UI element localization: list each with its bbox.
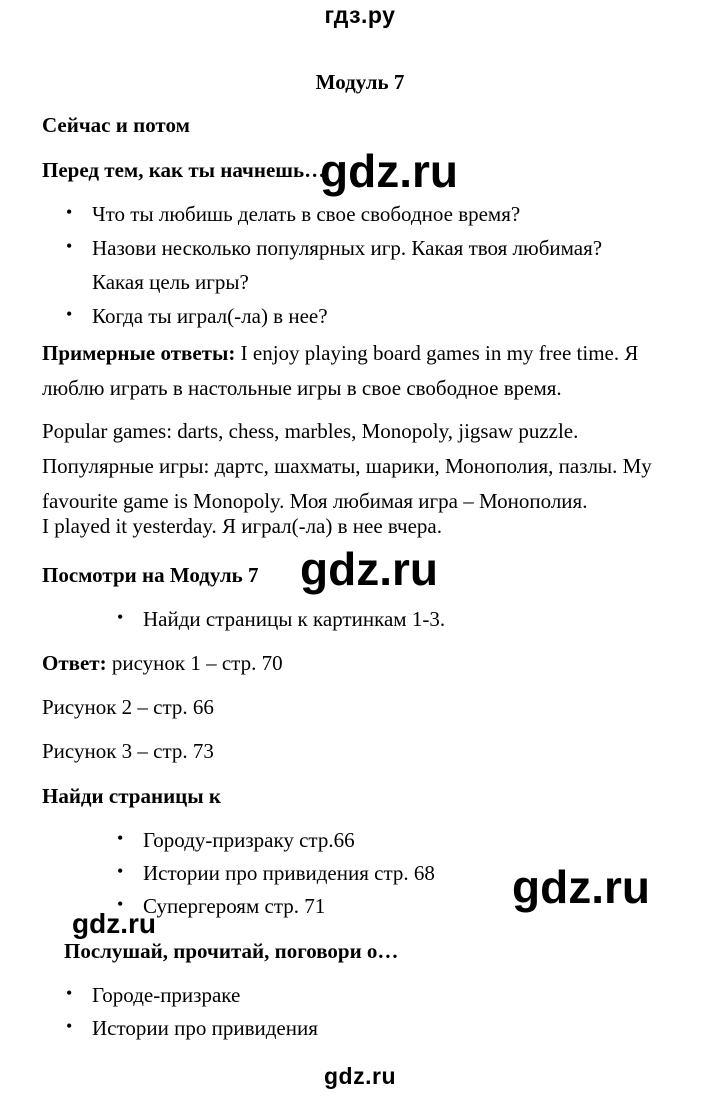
look-module-list (143, 607, 445, 632)
list-item: • Супергероям стр. 71 (143, 894, 435, 927)
listen-list (92, 983, 318, 1049)
before-start-heading: Перед тем, как ты начнешь… (42, 158, 326, 182)
list-item-continuation: Какая цель игры? (92, 270, 249, 294)
site-footer: gdz.ru (324, 1063, 396, 1089)
answer-line: Рисунок 2 – стр. 66 (42, 695, 214, 719)
find-pages-list (143, 828, 435, 927)
section-title: Сейчас и потом (42, 113, 190, 137)
list-item: • Городу-призраку стр.66 (143, 828, 435, 861)
popular-games-line: favourite game is Monopoly. Моя любимая игра – Монополия. (42, 489, 588, 513)
list-item: • Истории про привидения (92, 1016, 318, 1049)
answer-line: Рисунок 3 – стр. 73 (42, 739, 214, 763)
list-item: • Когда ты играл(-ла) в нее? (92, 304, 602, 338)
sample-answers-label: Примерные ответы: (42, 341, 236, 365)
watermark-logo: gdz.ru (300, 543, 438, 595)
answer-label: Ответ: (42, 651, 107, 675)
watermark-logo: gdz.ru (72, 908, 156, 939)
played-line: I played it yesterday. Я играл(-ла) в нее вчера. (42, 514, 442, 538)
list-item: • Что ты любишь делать в свое свободное время? (92, 202, 602, 236)
watermark-logo: gdz.ru (512, 861, 650, 913)
site-header: гдз.ру (324, 2, 396, 28)
before-start-list (92, 202, 602, 338)
list-item: • Найди страницы к картинкам 1-3. (143, 607, 445, 632)
listen-heading: Послушай, прочитай, поговори о… (64, 939, 399, 963)
popular-games-block (42, 414, 652, 519)
list-item: • Истории про привидения стр. 68 (143, 861, 435, 894)
module-title: Модуль 7 (315, 70, 405, 94)
sample-answers-line: люблю играть в настольные игры в свое свободное время. (42, 376, 562, 400)
sample-answers-line: Примерные ответы: I enjoy playing board games in my free time. Я (42, 341, 639, 365)
popular-games-line: Popular games: darts, chess, marbles, Monopoly, jigsaw puzzle. (42, 419, 579, 443)
list-item: • Городе-призраке (92, 983, 318, 1016)
watermark-logo: gdz.ru (320, 145, 458, 197)
popular-games-line: Популярные игры: дартс, шахматы, шарики, Монополия, пазлы. My (42, 454, 652, 478)
sample-answers-block (42, 336, 638, 406)
answer-line: Ответ: рисунок 1 – стр. 70 (42, 651, 283, 675)
look-module-heading: Посмотри на Модуль 7 (42, 563, 259, 587)
list-item: • Назови несколько популярных игр. Какая твоя любимая? (92, 236, 602, 270)
find-pages-heading: Найди страницы к (42, 784, 222, 808)
